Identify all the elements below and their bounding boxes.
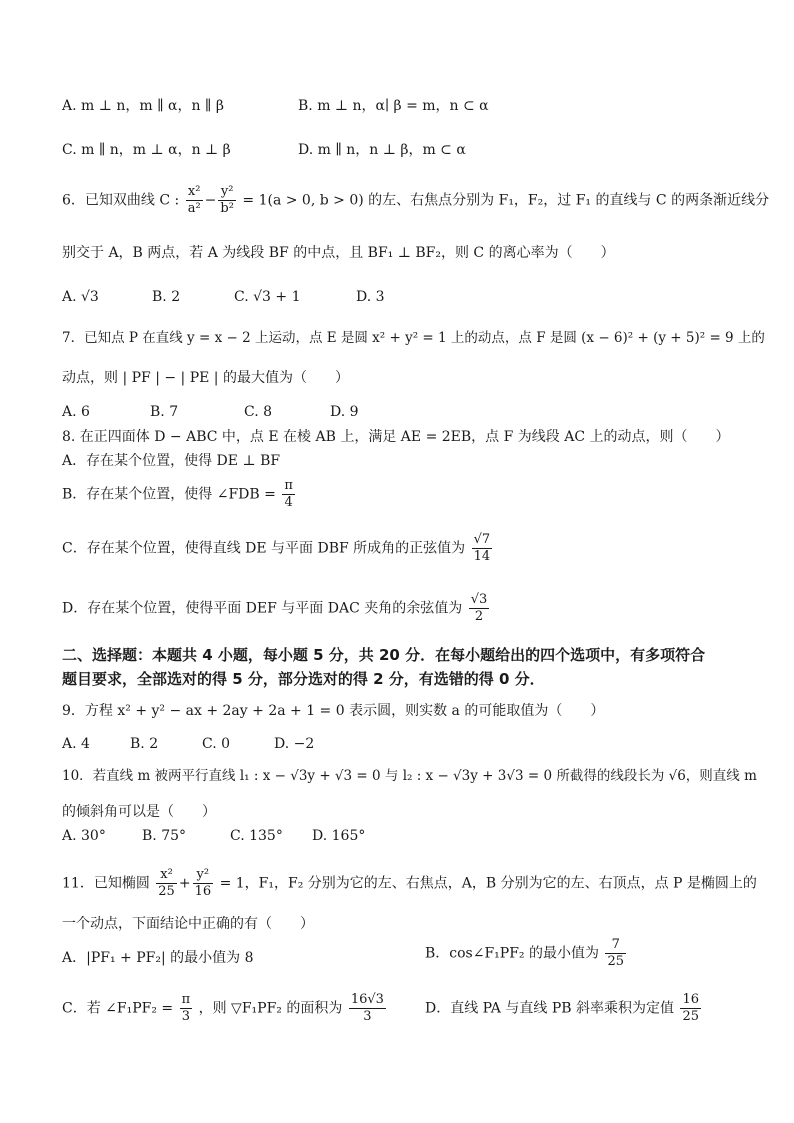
q8-option-d — [62, 592, 491, 625]
q6-stem-line2: 别交于 A，B 两点，若 A 为线段 BF 的中点，且 BF₁ ⊥ BF₂，则 C 的离心率为（ ） — [62, 245, 615, 261]
q7-stem-line2: 动点，则 | PF | − | PE | 的最大值为（ ） — [62, 370, 349, 386]
q9-stem: 9．方程 x² + y² − ax + 2ay + 2a + 1 = 0 表示圆，则实数 a 的可能取值为（ ） — [62, 703, 605, 719]
q11-frac1: $\frac{\text{x²}}{25}$ — [158, 867, 175, 899]
q11-frac2: $\frac{\text{y²}}{16}$ — [194, 867, 212, 899]
section2-heading-line2: 题目要求，全部选对的得 5 分，部分选对的得 2 分，有选错的得 0 分． — [62, 670, 545, 688]
q9-option-a: A. 4 — [62, 736, 90, 752]
q11-stem-line2: 一个动点，下面结论中正确的有（ ） — [62, 916, 314, 932]
q8-option-c — [62, 532, 494, 565]
q11-stem-prefix: 11．已知椭圆 — [62, 875, 150, 892]
q11-option-c — [62, 992, 388, 1025]
q10-stem-line2: 的倾斜角可以是（ ） — [62, 804, 216, 820]
q10-option-d: D. 165° — [312, 828, 366, 844]
q9-option-d: D. −2 — [274, 736, 315, 752]
q11-option-d-text: D．直线 PA 与直线 PB 斜率乘积为定值 — [425, 1000, 674, 1017]
q11-stem-line1: 11．已知椭圆 $\frac{\text{x²}}{25}$ + $\frac{\text{y²}}{16}$ = 1，F₁，F₂ 分别为它的左、右焦点，A，B 分别为它的左、右顶点，点 P 是椭圆上的 — [62, 867, 757, 899]
q6-stem-line1: 6．已知双曲线 C : $\frac{\text{x²}}{\text{a²}}$ − $\frac{\text{y²}}{\text{b²}}$ = 1(a > 0, b > 0) 的左、右焦点分别为 F₁，F₂，过 F₁ 的直线与 C 的两条渐近线分 — [62, 184, 770, 216]
q5-option-a: A. m ⊥ n，m ∥ α，n ∥ β — [62, 98, 224, 114]
q7-option-d: D. 9 — [330, 404, 359, 420]
q9-option-b: B. 2 — [130, 736, 159, 752]
q5-option-d: D. m ∥ n，n ⊥ β，m ⊂ α — [298, 142, 466, 158]
q8-option-c-text: C．存在某个位置，使得直线 DE 与平面 DBF 所成角的正弦值为 — [62, 540, 466, 557]
q6-stem-prefix: 6．已知双曲线 C : — [62, 192, 180, 209]
q8-option-b-frac: $\frac{\pi}{4}$ — [284, 478, 293, 510]
section2-heading-line1: 二、选择题：本题共 4 小题，每小题 5 分，共 20 分．在每小题给出的四个选项中，有多项符合 — [62, 646, 706, 664]
q7-stem-line1: 7．已知点 P 在直线 y = x − 2 上运动，点 E 是圆 x² + y² = 1 上的动点，点 F 是圆 (x − 6)² + (y + 5)² = 9 上的 — [62, 330, 765, 346]
q11-option-c-frac: $\frac{\pi}{3}$ — [181, 992, 191, 1024]
q8-option-d-text: D．存在某个位置，使得平面 DEF 与平面 DAC 夹角的余弦值为 — [62, 600, 463, 617]
q6-option-c: C. √3 + 1 — [234, 289, 301, 305]
q11-option-b — [425, 937, 628, 970]
q6-option-b: B. 2 — [152, 289, 181, 305]
q11-option-d-frac: $\frac{16}{25}$ — [682, 992, 699, 1024]
q8-option-b-text: B．存在某个位置，使得 ∠FDB = — [62, 486, 276, 503]
q11-option-c-frac2: $\frac{16√3}{3}$ — [350, 992, 384, 1024]
q7-option-c: C. 8 — [244, 404, 273, 420]
q8-option-a: A．存在某个位置，使得 DE ⊥ BF — [62, 453, 281, 469]
q6-option-d: D. 3 — [356, 289, 385, 305]
q8-stem: 8. 在正四面体 D − ABC 中，点 E 在棱 AB 上，满足 AE = 2EB，点 F 为线段 AC 上的动点，则（ ） — [62, 429, 730, 445]
q11-option-c-tail: ，则 ▽F₁PF₂ 的面积为 — [198, 1000, 343, 1017]
q7-option-a: A. 6 — [62, 404, 90, 420]
q11-option-d — [425, 992, 703, 1025]
q6-frac-x: $\frac{\text{x²}}{\text{a²}}$ — [187, 184, 201, 216]
q11-option-a: A．|PF₁ + PF₂| 的最小值为 8 — [62, 950, 254, 966]
q11-option-b-text: B．cos∠F₁PF₂ 的最小值为 — [425, 945, 599, 962]
q6-frac-y: $\frac{\text{y²}}{\text{b²}}$ — [220, 184, 234, 216]
q10-option-c: C. 135° — [230, 828, 283, 844]
q6-formula-tail: = 1(a > 0, b > 0) — [242, 192, 364, 209]
q10-option-a: A. 30° — [62, 828, 106, 844]
q9-option-c: C. 0 — [202, 736, 231, 752]
q8-option-d-frac: $\frac{√3}{2}$ — [470, 592, 488, 624]
q11-option-b-frac: $\frac{7}{25}$ — [607, 937, 624, 969]
q10-stem-line1: 10．若直线 m 被两平行直线 l₁ : x − √3y + √3 = 0 与 l₂ : x − √3y + 3√3 = 0 所截得的线段长为 √6，则直线 m — [62, 768, 757, 784]
q5-option-c: C. m ∥ n，m ⊥ α，n ⊥ β — [62, 142, 231, 158]
q10-option-b: B. 75° — [142, 828, 187, 844]
q11-option-c-text: C．若 ∠F₁PF₂ = — [62, 1000, 174, 1017]
q6-option-a: A. √3 — [62, 289, 99, 305]
q8-option-b — [62, 478, 297, 511]
q6-stem-mid: 的左、右焦点分别为 F₁，F₂，过 F₁ 的直线与 C 的两条渐近线分 — [368, 192, 770, 209]
q5-option-b: B. m ⊥ n，α∣ β = m，n ⊂ α — [298, 98, 489, 114]
q8-option-c-frac: $\frac{√7}{14}$ — [473, 532, 491, 564]
q11-stem-tail: = 1，F₁，F₂ 分别为它的左、右焦点，A，B 分别为它的左、右顶点，点 P 是椭圆上的 — [219, 875, 757, 892]
q7-option-b: B. 7 — [150, 404, 179, 420]
